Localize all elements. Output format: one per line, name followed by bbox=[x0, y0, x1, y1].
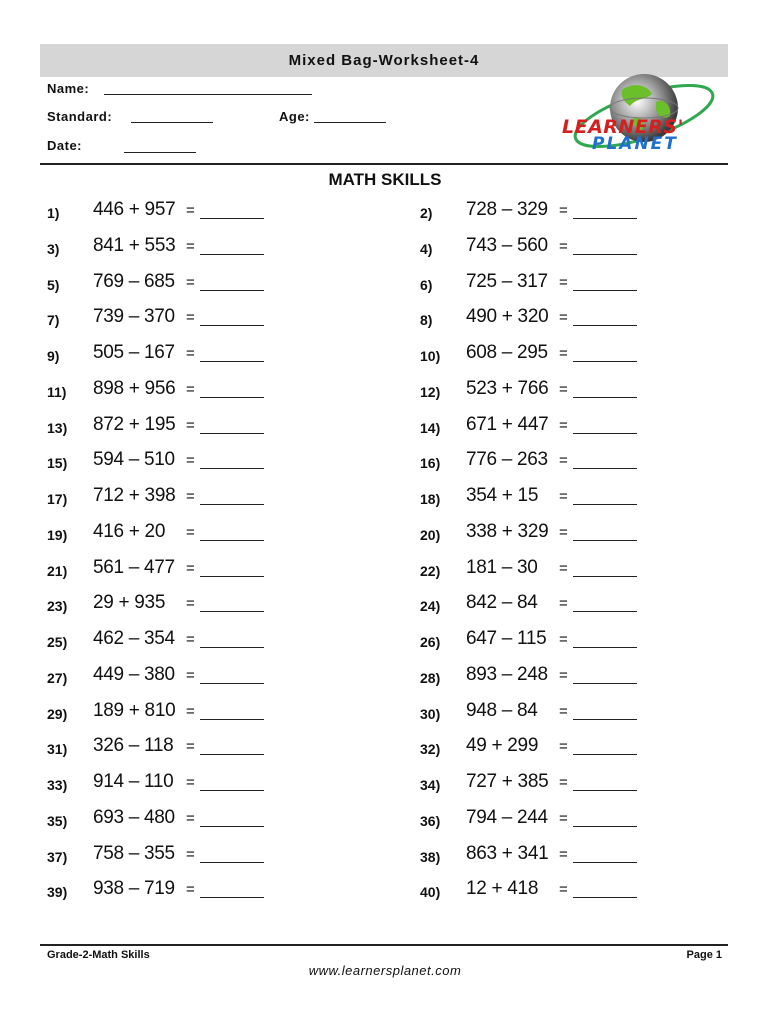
equals-sign: = bbox=[186, 488, 195, 505]
problem-number: 2) bbox=[420, 205, 433, 221]
problem-expression: 505 – 167 bbox=[93, 342, 175, 363]
problem-item bbox=[47, 700, 277, 730]
answer-blank[interactable] bbox=[200, 504, 264, 505]
problem-item bbox=[47, 843, 277, 873]
problem-number: 9) bbox=[47, 348, 60, 364]
equals-sign: = bbox=[559, 703, 568, 720]
answer-blank[interactable] bbox=[200, 218, 264, 219]
standard-blank bbox=[131, 122, 213, 123]
equals-sign: = bbox=[559, 738, 568, 755]
equals-sign: = bbox=[186, 238, 195, 255]
age-label: Age: bbox=[279, 109, 310, 124]
problem-number: 14) bbox=[420, 420, 441, 436]
answer-blank[interactable] bbox=[573, 218, 637, 219]
problem-expression: 769 – 685 bbox=[93, 271, 175, 292]
problem-item bbox=[420, 664, 650, 694]
date-blank bbox=[124, 152, 196, 153]
problem-number: 11) bbox=[47, 384, 67, 400]
standard-label: Standard: bbox=[47, 109, 113, 124]
problem-expression: 776 – 263 bbox=[466, 449, 548, 470]
answer-blank[interactable] bbox=[200, 611, 264, 612]
answer-blank[interactable] bbox=[200, 397, 264, 398]
problem-item bbox=[47, 664, 277, 694]
problem-number: 18) bbox=[420, 491, 441, 507]
equals-sign: = bbox=[559, 810, 568, 827]
answer-blank[interactable] bbox=[573, 254, 637, 255]
problem-item bbox=[420, 557, 650, 587]
problem-number: 17) bbox=[47, 491, 68, 507]
equals-sign: = bbox=[186, 524, 195, 541]
age-blank bbox=[314, 122, 386, 123]
problem-expression: 647 – 115 bbox=[466, 628, 547, 649]
problem-item bbox=[47, 521, 277, 551]
name-label: Name: bbox=[47, 81, 90, 96]
problem-expression: 872 + 195 bbox=[93, 414, 176, 435]
problem-item bbox=[47, 771, 277, 801]
problem-item bbox=[420, 306, 650, 336]
problem-expression: 29 + 935 bbox=[93, 592, 166, 613]
answer-blank[interactable] bbox=[573, 361, 637, 362]
problem-number: 31) bbox=[47, 741, 68, 757]
answer-blank[interactable] bbox=[573, 897, 637, 898]
equals-sign: = bbox=[186, 417, 195, 434]
answer-blank[interactable] bbox=[200, 647, 264, 648]
problem-expression: 608 – 295 bbox=[466, 342, 548, 363]
equals-sign: = bbox=[559, 488, 568, 505]
answer-blank[interactable] bbox=[573, 611, 637, 612]
answer-blank[interactable] bbox=[573, 683, 637, 684]
problem-item bbox=[420, 878, 650, 908]
equals-sign: = bbox=[186, 703, 195, 720]
equals-sign: = bbox=[186, 881, 195, 898]
problem-expression: 712 + 398 bbox=[93, 485, 176, 506]
footer-divider bbox=[40, 944, 728, 946]
problem-item bbox=[420, 449, 650, 479]
problem-number: 26) bbox=[420, 634, 441, 650]
problem-item bbox=[47, 306, 277, 336]
answer-blank[interactable] bbox=[200, 790, 264, 791]
problem-expression: 743 – 560 bbox=[466, 235, 548, 256]
problem-number: 32) bbox=[420, 741, 441, 757]
problem-expression: 189 + 810 bbox=[93, 700, 176, 721]
problem-number: 39) bbox=[47, 884, 68, 900]
answer-blank[interactable] bbox=[200, 719, 264, 720]
problem-expression: 594 – 510 bbox=[93, 449, 175, 470]
problem-number: 27) bbox=[47, 670, 68, 686]
answer-blank[interactable] bbox=[200, 576, 264, 577]
footer-grade-label: Grade-2-Math Skills bbox=[47, 949, 150, 961]
answer-blank[interactable] bbox=[573, 576, 637, 577]
footer-page-number: Page 1 bbox=[686, 949, 722, 961]
problem-expression: 671 + 447 bbox=[466, 414, 549, 435]
answer-blank[interactable] bbox=[573, 862, 637, 863]
equals-sign: = bbox=[559, 560, 568, 577]
problem-expression: 416 + 20 bbox=[93, 521, 166, 542]
answer-blank[interactable] bbox=[200, 540, 264, 541]
answer-blank[interactable] bbox=[200, 468, 264, 469]
problem-expression: 326 – 118 bbox=[93, 735, 174, 756]
answer-blank[interactable] bbox=[573, 826, 637, 827]
equals-sign: = bbox=[559, 881, 568, 898]
problem-number: 5) bbox=[47, 277, 60, 293]
equals-sign: = bbox=[186, 274, 195, 291]
answer-blank[interactable] bbox=[200, 361, 264, 362]
problem-number: 15) bbox=[47, 455, 68, 471]
answer-blank[interactable] bbox=[200, 433, 264, 434]
problem-item bbox=[47, 378, 277, 408]
problem-number: 23) bbox=[47, 598, 68, 614]
equals-sign: = bbox=[186, 810, 195, 827]
problem-item bbox=[420, 735, 650, 765]
problem-expression: 914 – 110 bbox=[93, 771, 174, 792]
problem-number: 40) bbox=[420, 884, 441, 900]
answer-blank[interactable] bbox=[200, 826, 264, 827]
problem-item bbox=[47, 199, 277, 229]
problem-item bbox=[47, 271, 277, 301]
problem-expression: 12 + 418 bbox=[466, 878, 539, 899]
problem-number: 24) bbox=[420, 598, 441, 614]
equals-sign: = bbox=[559, 631, 568, 648]
equals-sign: = bbox=[559, 774, 568, 791]
problem-expression: 449 – 380 bbox=[93, 664, 175, 685]
equals-sign: = bbox=[186, 667, 195, 684]
problem-item bbox=[47, 235, 277, 265]
equals-sign: = bbox=[559, 846, 568, 863]
equals-sign: = bbox=[186, 846, 195, 863]
problem-expression: 841 + 553 bbox=[93, 235, 176, 256]
answer-blank[interactable] bbox=[200, 897, 264, 898]
answer-blank[interactable] bbox=[573, 468, 637, 469]
problem-item bbox=[420, 199, 650, 229]
problem-number: 7) bbox=[47, 312, 60, 328]
problem-expression: 794 – 244 bbox=[466, 807, 548, 828]
problem-expression: 739 – 370 bbox=[93, 306, 175, 327]
equals-sign: = bbox=[559, 381, 568, 398]
problem-expression: 842 – 84 bbox=[466, 592, 538, 613]
problem-item bbox=[47, 628, 277, 658]
problem-expression: 693 – 480 bbox=[93, 807, 175, 828]
problem-number: 6) bbox=[420, 277, 433, 293]
problem-item bbox=[420, 378, 650, 408]
problem-item bbox=[420, 843, 650, 873]
problem-number: 29) bbox=[47, 706, 68, 722]
equals-sign: = bbox=[186, 631, 195, 648]
problem-expression: 898 + 956 bbox=[93, 378, 176, 399]
problem-number: 20) bbox=[420, 527, 441, 543]
problem-number: 21) bbox=[47, 563, 68, 579]
problem-expression: 490 + 320 bbox=[466, 306, 549, 327]
problem-number: 28) bbox=[420, 670, 441, 686]
problem-item bbox=[420, 414, 650, 444]
equals-sign: = bbox=[186, 452, 195, 469]
problem-number: 25) bbox=[47, 634, 68, 650]
problem-expression: 893 – 248 bbox=[466, 664, 548, 685]
equals-sign: = bbox=[559, 202, 568, 219]
problem-number: 4) bbox=[420, 241, 433, 257]
problem-expression: 727 + 385 bbox=[466, 771, 549, 792]
equals-sign: = bbox=[186, 309, 195, 326]
answer-blank[interactable] bbox=[200, 254, 264, 255]
header-divider bbox=[40, 163, 728, 165]
equals-sign: = bbox=[559, 524, 568, 541]
problem-item bbox=[47, 485, 277, 515]
answer-blank[interactable] bbox=[573, 790, 637, 791]
answer-blank[interactable] bbox=[573, 504, 637, 505]
answer-blank[interactable] bbox=[573, 719, 637, 720]
problem-number: 37) bbox=[47, 849, 68, 865]
problem-item bbox=[420, 521, 650, 551]
problem-expression: 863 + 341 bbox=[466, 843, 549, 864]
problem-item bbox=[420, 771, 650, 801]
problem-item bbox=[420, 485, 650, 515]
answer-blank[interactable] bbox=[200, 754, 264, 755]
date-label: Date: bbox=[47, 138, 83, 153]
problem-number: 10) bbox=[420, 348, 441, 364]
equals-sign: = bbox=[559, 452, 568, 469]
problem-item bbox=[47, 342, 277, 372]
equals-sign: = bbox=[559, 238, 568, 255]
problem-item bbox=[47, 807, 277, 837]
problem-expression: 938 – 719 bbox=[93, 878, 175, 899]
problem-number: 8) bbox=[420, 312, 433, 328]
problem-item bbox=[420, 592, 650, 622]
equals-sign: = bbox=[559, 345, 568, 362]
problem-number: 36) bbox=[420, 813, 441, 829]
problem-number: 34) bbox=[420, 777, 441, 793]
problem-item bbox=[420, 700, 650, 730]
equals-sign: = bbox=[186, 381, 195, 398]
problem-item bbox=[420, 628, 650, 658]
problem-expression: 446 + 957 bbox=[93, 199, 176, 220]
problem-item bbox=[420, 235, 650, 265]
worksheet-title: Mixed Bag-Worksheet-4 bbox=[40, 44, 728, 77]
answer-blank[interactable] bbox=[573, 433, 637, 434]
problem-expression: 728 – 329 bbox=[466, 199, 548, 220]
problem-number: 16) bbox=[420, 455, 441, 471]
problem-item bbox=[420, 807, 650, 837]
problem-item bbox=[47, 878, 277, 908]
equals-sign: = bbox=[559, 274, 568, 291]
problem-item bbox=[420, 342, 650, 372]
problem-item bbox=[47, 557, 277, 587]
answer-blank[interactable] bbox=[573, 540, 637, 541]
answer-blank[interactable] bbox=[573, 754, 637, 755]
equals-sign: = bbox=[559, 667, 568, 684]
problem-number: 12) bbox=[420, 384, 441, 400]
answer-blank[interactable] bbox=[200, 290, 264, 291]
answer-blank[interactable] bbox=[573, 325, 637, 326]
problem-number: 30) bbox=[420, 706, 441, 722]
problem-number: 38) bbox=[420, 849, 441, 865]
problem-number: 1) bbox=[47, 205, 60, 221]
name-blank bbox=[104, 94, 312, 95]
equals-sign: = bbox=[186, 560, 195, 577]
problem-expression: 462 – 354 bbox=[93, 628, 175, 649]
problem-number: 33) bbox=[47, 777, 68, 793]
footer-website: www.learnersplanet.com bbox=[308, 963, 462, 978]
equals-sign: = bbox=[559, 417, 568, 434]
equals-sign: = bbox=[186, 202, 195, 219]
equals-sign: = bbox=[186, 595, 195, 612]
answer-blank[interactable] bbox=[573, 647, 637, 648]
problem-expression: 758 – 355 bbox=[93, 843, 175, 864]
problem-expression: 181 – 30 bbox=[466, 557, 538, 578]
equals-sign: = bbox=[559, 309, 568, 326]
problem-item bbox=[420, 271, 650, 301]
section-title: MATH SKILLS bbox=[328, 170, 442, 189]
learners-planet-logo bbox=[552, 72, 732, 164]
problem-item bbox=[47, 592, 277, 622]
answer-blank[interactable] bbox=[573, 290, 637, 291]
logo-text-learners: LEARNERS' bbox=[562, 116, 684, 138]
problem-item bbox=[47, 735, 277, 765]
problem-item bbox=[47, 449, 277, 479]
problem-number: 3) bbox=[47, 241, 60, 257]
answer-blank[interactable] bbox=[200, 862, 264, 863]
answer-blank[interactable] bbox=[200, 683, 264, 684]
problem-number: 22) bbox=[420, 563, 441, 579]
equals-sign: = bbox=[186, 774, 195, 791]
equals-sign: = bbox=[186, 345, 195, 362]
answer-blank[interactable] bbox=[200, 325, 264, 326]
problem-number: 13) bbox=[47, 420, 68, 436]
problem-expression: 49 + 299 bbox=[466, 735, 539, 756]
problem-expression: 948 – 84 bbox=[466, 700, 538, 721]
problem-expression: 561 – 477 bbox=[93, 557, 175, 578]
problem-number: 19) bbox=[47, 527, 68, 543]
equals-sign: = bbox=[559, 595, 568, 612]
logo-text-planet: PLANET bbox=[592, 134, 678, 154]
problem-item bbox=[47, 414, 277, 444]
problem-expression: 523 + 766 bbox=[466, 378, 549, 399]
answer-blank[interactable] bbox=[573, 397, 637, 398]
problem-expression: 354 + 15 bbox=[466, 485, 539, 506]
problem-number: 35) bbox=[47, 813, 68, 829]
problem-expression: 725 – 317 bbox=[466, 271, 548, 292]
problem-expression: 338 + 329 bbox=[466, 521, 549, 542]
equals-sign: = bbox=[186, 738, 195, 755]
